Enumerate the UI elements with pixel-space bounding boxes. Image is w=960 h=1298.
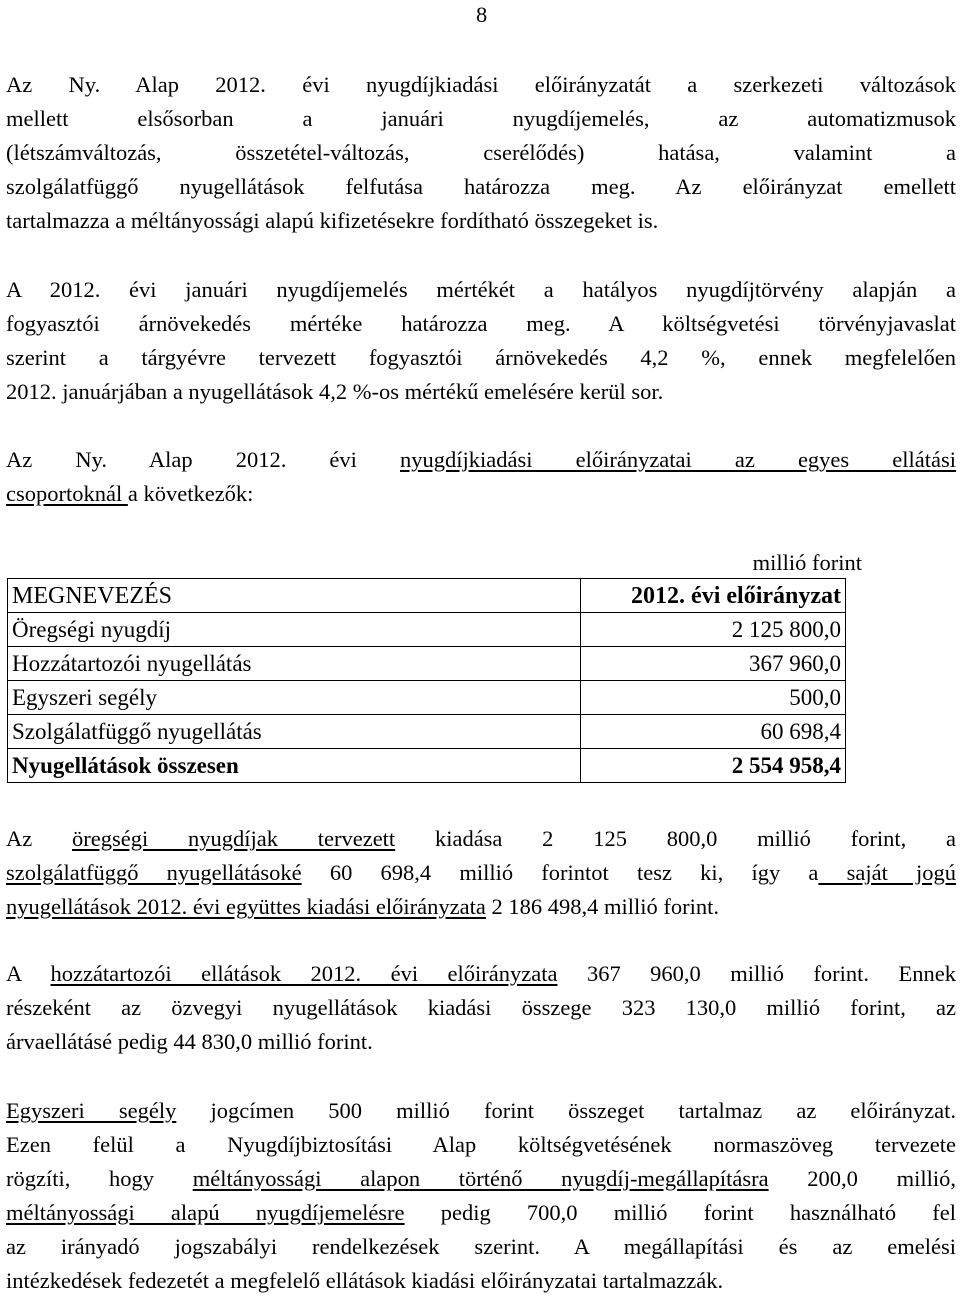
underlined-text: hozzátartozói ellátások 2012. évi előirányzata (50, 961, 558, 986)
text-line: tartalmazza a méltányossági alapú kifizetésekre fordítható összegeket is. (6, 208, 659, 233)
text-line: Az Ny. Alap 2012. évi nyugdíjkiadási előirányzatát a szerkezeti változások (6, 72, 956, 97)
total-value-cell: 2 554 958,4 (581, 749, 846, 783)
table-header-row (8, 579, 846, 613)
text-line: Az Ny. Alap 2012. évi nyugdíjkiadási előirányzatai az egyes ellátási (6, 447, 956, 472)
text-line: A 2012. évi januári nyugdíjemelés mértékét a hatályos nyugdíjtörvény alapján a (6, 277, 956, 302)
row-name-cell: Öregségi nyugdíj (8, 613, 581, 647)
text-line: Ezen felül a Nyugdíjbiztosítási Alap költségvetésének normaszöveg tervezete (6, 1132, 956, 1157)
text-line: méltányossági alapú nyugdíjemelésre pedig 700,0 millió forint használható fel (6, 1200, 956, 1225)
text-line: 2012. januárjában a nyugellátások 4,2 %-os mértékű emelésére kerül sor. (6, 379, 664, 404)
text-line: szolgálatfüggő nyugellátások felfutása határozza meg. Az előirányzat emellett (6, 174, 956, 199)
row-value-cell: 2 125 800,0 (581, 613, 846, 647)
pension-appropriations-table (7, 578, 846, 783)
row-name-cell: Egyszeri segély (8, 681, 581, 715)
text-line: (létszámváltozás, összetétel-változás, cserélődés) hatása, valamint a (6, 140, 956, 165)
text-line: az irányadó jogszabályi rendelkezések szerint. A megállapítási és az emelési (6, 1234, 956, 1259)
text-line: szerint a tárgyévre tervezett fogyasztói árnövekedés 4,2 %, ennek megfelelően (6, 345, 956, 370)
text-line: csoportoknál a következők: (6, 481, 254, 506)
text-line: részeként az özvegyi nyugellátások kiadási összege 323 130,0 millió forint, az (6, 995, 956, 1020)
underlined-text: csoportoknál (6, 481, 128, 506)
text-line: fogyasztói árnövekedés mértéke határozza meg. A költségvetési törvényjavaslat (6, 311, 956, 336)
row-name-cell: Hozzátartozói nyugellátás (8, 647, 581, 681)
total-name-cell: Nyugellátások összesen (8, 749, 581, 783)
text-line: A hozzátartozói ellátások 2012. évi előirányzata 367 960,0 millió forint. Ennek (6, 961, 956, 986)
underlined-text: méltányossági alapú nyugdíjemelésre (6, 1200, 405, 1225)
table-unit-label: millió forint (752, 550, 862, 575)
underlined-text: saját jogú (818, 860, 957, 885)
underlined-text: szolgálatfüggő nyugellátásoké (6, 860, 302, 885)
underlined-text: méltányossági alapon történő nyugdíj-megállapításra (192, 1166, 769, 1191)
underlined-text: öregségi nyugdíjak tervezett (72, 826, 396, 851)
table-row (8, 715, 846, 749)
underlined-text: nyugellátások 2012. évi együttes kiadási előirányzata (6, 894, 486, 919)
text-line: mellett elsősorban a januári nyugdíjemelés, az automatizmusok (6, 106, 956, 131)
paragraph-overview (6, 68, 956, 238)
table-total-row (8, 749, 846, 783)
paragraph-old-age (6, 822, 956, 924)
row-value-cell: 367 960,0 (581, 647, 846, 681)
text-line: intézkedések fedezetét a megfelelő ellátások kiadási előirányzatai tartalmazzák. (6, 1268, 724, 1293)
text-line: Az öregségi nyugdíjak tervezett kiadása 2 125 800,0 millió forint, a (6, 826, 956, 851)
text-line: rögzíti, hogy méltányossági alapon történő nyugdíj-megállapításra 200,0 millió, (6, 1166, 956, 1191)
paragraph-pension-increase (6, 273, 956, 409)
paragraph-survivor (6, 957, 956, 1059)
row-value-cell: 60 698,4 (581, 715, 846, 749)
row-value-cell: 500,0 (581, 681, 846, 715)
text-line: Egyszeri segély jogcímen 500 millió forint összeget tartalmaz az előirányzat. (6, 1098, 956, 1123)
text-line: szolgálatfüggő nyugellátásoké 60 698,4 millió forintot tesz ki, így a saját jogú (6, 860, 957, 885)
underlined-text: Egyszeri segély (6, 1098, 177, 1123)
page-number: 8 (476, 2, 488, 27)
table-row (8, 681, 846, 715)
paragraph-one-time-aid (6, 1094, 956, 1298)
header-value-cell: 2012. évi előirányzat (581, 579, 846, 613)
paragraph-table-intro (6, 443, 956, 511)
underlined-text: nyugdíjkiadási előirányzatai az egyes ellátási (400, 447, 956, 472)
text-line: árvaellátásé pedig 44 830,0 millió forint. (6, 1029, 373, 1054)
row-name-cell: Szolgálatfüggő nyugellátás (8, 715, 581, 749)
text-line: nyugellátások 2012. évi együttes kiadási előirányzata 2 186 498,4 millió forint. (6, 894, 719, 919)
table-row (8, 647, 846, 681)
header-name-cell: MEGNEVEZÉS (8, 579, 581, 613)
table-row (8, 613, 846, 647)
